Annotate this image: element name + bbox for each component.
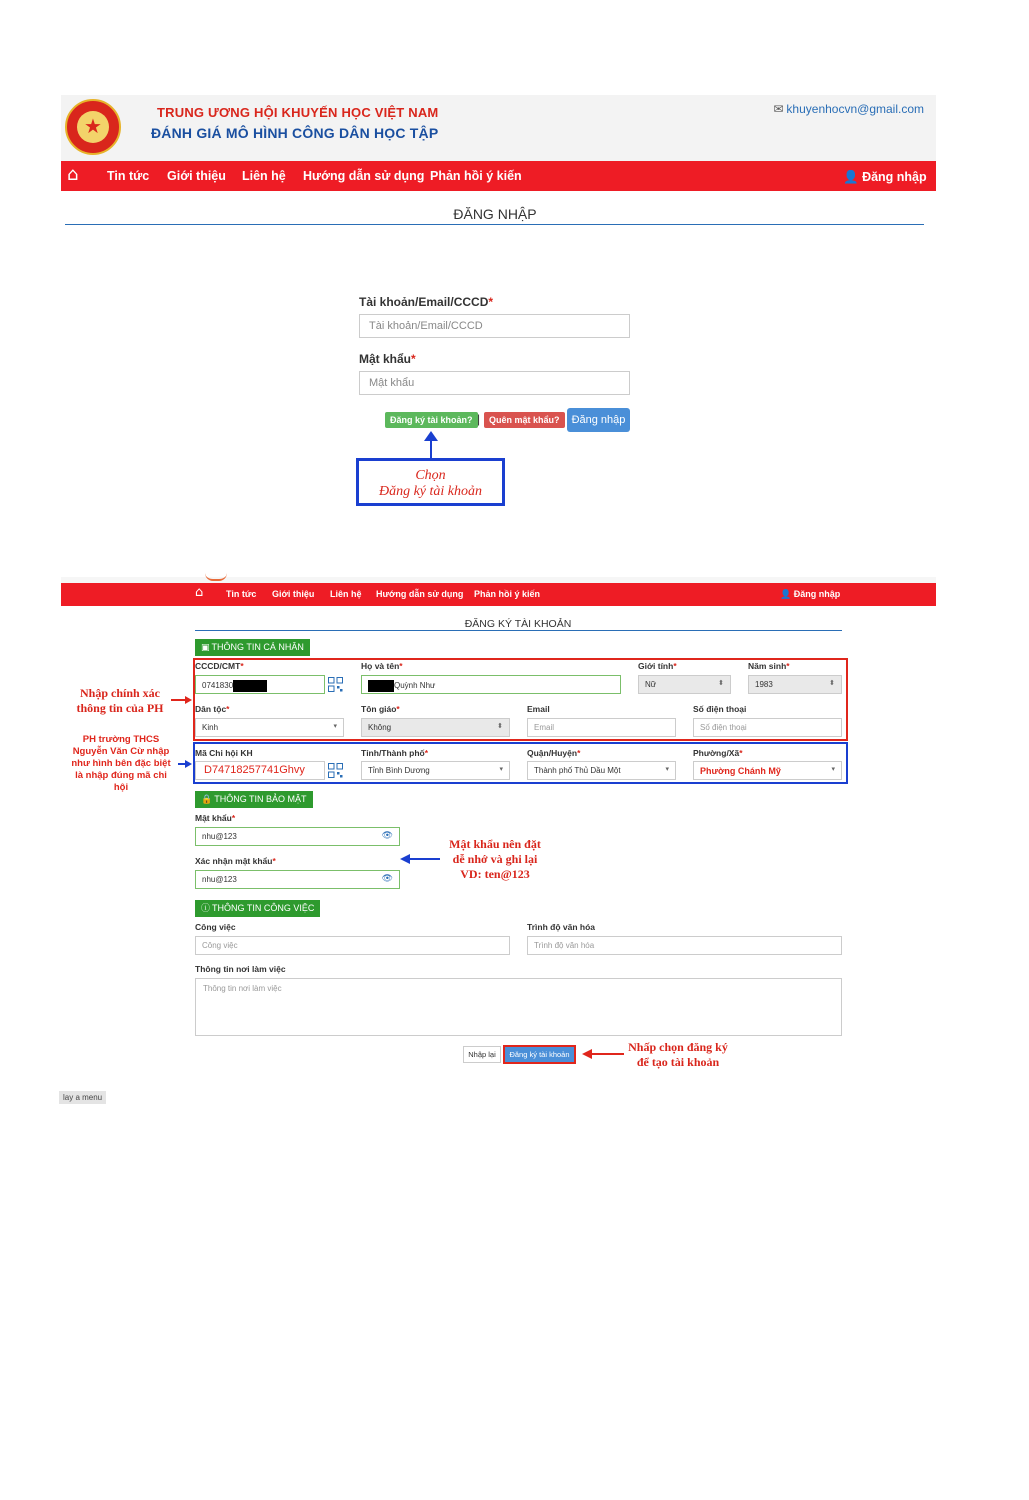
chevron-down-icon: ▾ [499, 765, 503, 773]
note-line: là nhập đúng mã chi [75, 770, 167, 781]
eye-icon[interactable]: 👁 [381, 874, 393, 884]
title-divider [65, 224, 924, 225]
register-title: ĐĂNG KÝ TÀI KHOẢN [464, 618, 572, 630]
ethnic-label: Dân tộc* [195, 704, 230, 714]
personal-info-header: ▣ THÔNG TIN CÁ NHÂN [195, 639, 310, 656]
note-line: Nguyễn Văn Cừ nhập [72, 746, 170, 757]
note-line: như hình bên đặc biệt [71, 758, 171, 769]
note-line: PH trường THCS [82, 734, 160, 745]
arrow-shaft [430, 438, 432, 458]
register-submit-button[interactable]: Đăng ký tài khoản [503, 1045, 576, 1064]
nav-item-guide[interactable]: Hướng dẫn sử dụng [303, 169, 425, 183]
arrow-right-icon [185, 696, 192, 704]
note-personal [66, 686, 174, 716]
gender-select[interactable]: Nữ ⬍ [638, 675, 731, 694]
workplace-label: Thông tin nơi làm việc [195, 964, 286, 974]
arrow-shaft [410, 858, 440, 860]
note-line: Mật khẩu nên đặt [449, 837, 541, 851]
job-field[interactable]: Công việc [195, 936, 510, 955]
redaction [233, 680, 267, 692]
nav-item-about[interactable]: Giới thiệu [272, 589, 315, 599]
forgot-password-button[interactable]: Quên mật khẩu? [484, 412, 565, 428]
cccd-input[interactable]: 0741830 [195, 675, 325, 694]
job-label: Công việc [195, 922, 236, 932]
phone-label: Số điện thoại [693, 704, 747, 714]
password-input[interactable]: Mật khẩu [359, 371, 630, 395]
qr-icon[interactable] [328, 763, 343, 778]
workplace-textarea[interactable]: Thông tin nơi làm việc [195, 978, 842, 1036]
contact-email[interactable] [773, 102, 924, 116]
note-line: để tạo tài khoản [636, 1055, 720, 1069]
eye-icon[interactable]: 👁 [381, 831, 393, 841]
note-line: VD: ten@123 [460, 867, 530, 881]
updown-icon: ⬍ [497, 722, 503, 730]
title-divider [195, 630, 842, 631]
site-name: ĐÁNH GIÁ MÔ HÌNH CÔNG DÂN HỌC TẬP [151, 125, 439, 141]
link-separator: | [477, 412, 481, 426]
info-icon: ⓘ [201, 904, 211, 914]
gender-label: Giới tính* [638, 661, 677, 671]
branch-code-label: Mã Chi hội KH [195, 748, 253, 758]
name-label: Họ và tên* [361, 661, 403, 671]
religion-label: Tôn giáo* [361, 704, 400, 714]
main-nav-small [61, 583, 936, 606]
chevron-down-icon: ▾ [831, 765, 835, 773]
reset-button[interactable]: Nhập lại [463, 1046, 501, 1063]
qr-icon[interactable] [328, 677, 343, 692]
name-input[interactable]: Quỳnh Như [361, 675, 621, 694]
nav-item-feedback[interactable]: Phản hồi ý kiến [474, 589, 541, 599]
id-card-icon: ▣ [201, 643, 210, 653]
arrow-shaft [592, 1053, 624, 1055]
logo-star-icon: ★ [84, 114, 102, 138]
user-icon: 👤 [780, 590, 792, 600]
arrow-left-icon [400, 854, 410, 864]
chevron-down-icon: ▾ [665, 765, 669, 773]
district-label: Quận/Huyện* [527, 748, 581, 758]
email-label: Email [527, 704, 550, 714]
nav-item-contact[interactable]: Liên hệ [242, 169, 286, 183]
account-label: Tài khoản/Email/CCCD* [359, 295, 494, 309]
nav-login-label: Đăng nhập [862, 170, 927, 184]
confirm-password-label: Xác nhận mật khẩu* [195, 856, 276, 866]
lock-icon: 🔒 [201, 795, 213, 805]
email-text: khuyenhocvn@gmail.com [786, 102, 924, 116]
note-line: hội [113, 782, 129, 793]
nav-item-news[interactable]: Tin tức [226, 589, 257, 599]
province-label: Tỉnh/Thành phố* [361, 748, 429, 758]
education-label: Trình độ văn hóa [527, 922, 596, 932]
redaction [368, 680, 394, 692]
nav-item-news[interactable]: Tin tức [107, 169, 150, 183]
note-password [440, 837, 550, 882]
ward-select[interactable]: Phường Chánh Mỹ ▾ [693, 761, 842, 780]
nav-item-about[interactable]: Giới thiệu [167, 169, 226, 183]
page-title: ĐĂNG NHẬP [453, 206, 537, 222]
reg-password-label: Mật khẩu* [195, 813, 236, 823]
arrow-shaft [178, 763, 185, 765]
callout-line: Chọn [415, 468, 446, 483]
chevron-down-icon: ▾ [333, 722, 337, 730]
callout-line: Đăng ký tài khoản [378, 484, 483, 499]
password-label: Mật khẩu* [359, 352, 416, 366]
login-button[interactable]: Đăng nhập [567, 408, 630, 432]
user-icon: 👤 [843, 169, 859, 184]
arrow-right-icon [185, 760, 192, 768]
province-select[interactable]: Tỉnh Bình Dương ▾ [361, 761, 510, 780]
org-name: TRUNG ƯƠNG HỘI KHUYẾN HỌC VIỆT NAM [157, 105, 439, 120]
reg-password-input[interactable]: nhu@123 👁 [195, 827, 400, 846]
ward-label: Phường/Xã* [693, 748, 743, 758]
email-field[interactable]: Email [527, 718, 676, 737]
birth-year-select[interactable]: 1983 ⬍ [748, 675, 842, 694]
phone-field[interactable]: Số điện thoại [693, 718, 842, 737]
confirm-password-input[interactable]: nhu@123 👁 [195, 870, 400, 889]
district-select[interactable]: Thành phố Thủ Dầu Một ▾ [527, 761, 676, 780]
branch-code-input[interactable]: D74718257741Ghvy [195, 761, 325, 780]
note-branch [64, 734, 178, 794]
birth-label: Năm sinh* [748, 661, 790, 671]
note-line: thông tin của PH [76, 701, 164, 715]
home-icon[interactable]: ⌂ [195, 585, 204, 600]
updown-icon: ⬍ [718, 679, 724, 687]
main-nav [61, 161, 936, 191]
register-link-button[interactable]: Đăng ký tài khoản? [385, 412, 478, 428]
nav-item-guide[interactable]: Hướng dẫn sử dụng [376, 589, 464, 599]
education-field[interactable]: Trình độ văn hóa [527, 936, 842, 955]
nav-item-feedback[interactable]: Phản hồi ý kiến [430, 169, 522, 183]
menu-tag[interactable]: lay a menu [59, 1091, 106, 1104]
note-line: Nhập chính xác [79, 686, 161, 700]
cccd-label: CCCD/CMT* [195, 661, 244, 671]
work-info-header: ⓘ THÔNG TIN CÔNG VIỆC [195, 900, 320, 917]
account-input[interactable]: Tài khoản/Email/CCCD [359, 314, 630, 338]
ethnic-select[interactable]: Kinh ▾ [195, 718, 344, 737]
envelope-icon: ✉ [773, 102, 784, 116]
nav-item-contact[interactable]: Liên hệ [330, 589, 362, 599]
updown-icon: ⬍ [829, 679, 835, 687]
note-submit [622, 1040, 734, 1070]
nav-login[interactable] [780, 589, 840, 600]
nav-login-label: Đăng nhập [793, 589, 841, 599]
security-info-header: 🔒 THÔNG TIN BẢO MẬT [195, 791, 313, 808]
note-line: dễ nhớ và ghi lại [452, 852, 538, 866]
arrow-left-icon [582, 1049, 592, 1059]
arrow-shaft [171, 699, 185, 701]
religion-select[interactable]: Không ⬍ [361, 718, 510, 737]
note-line: Nhấp chọn đăng ký [628, 1040, 728, 1054]
register-callout [356, 458, 505, 506]
nav-login[interactable] [843, 169, 927, 185]
home-icon[interactable]: ⌂ [67, 164, 79, 185]
